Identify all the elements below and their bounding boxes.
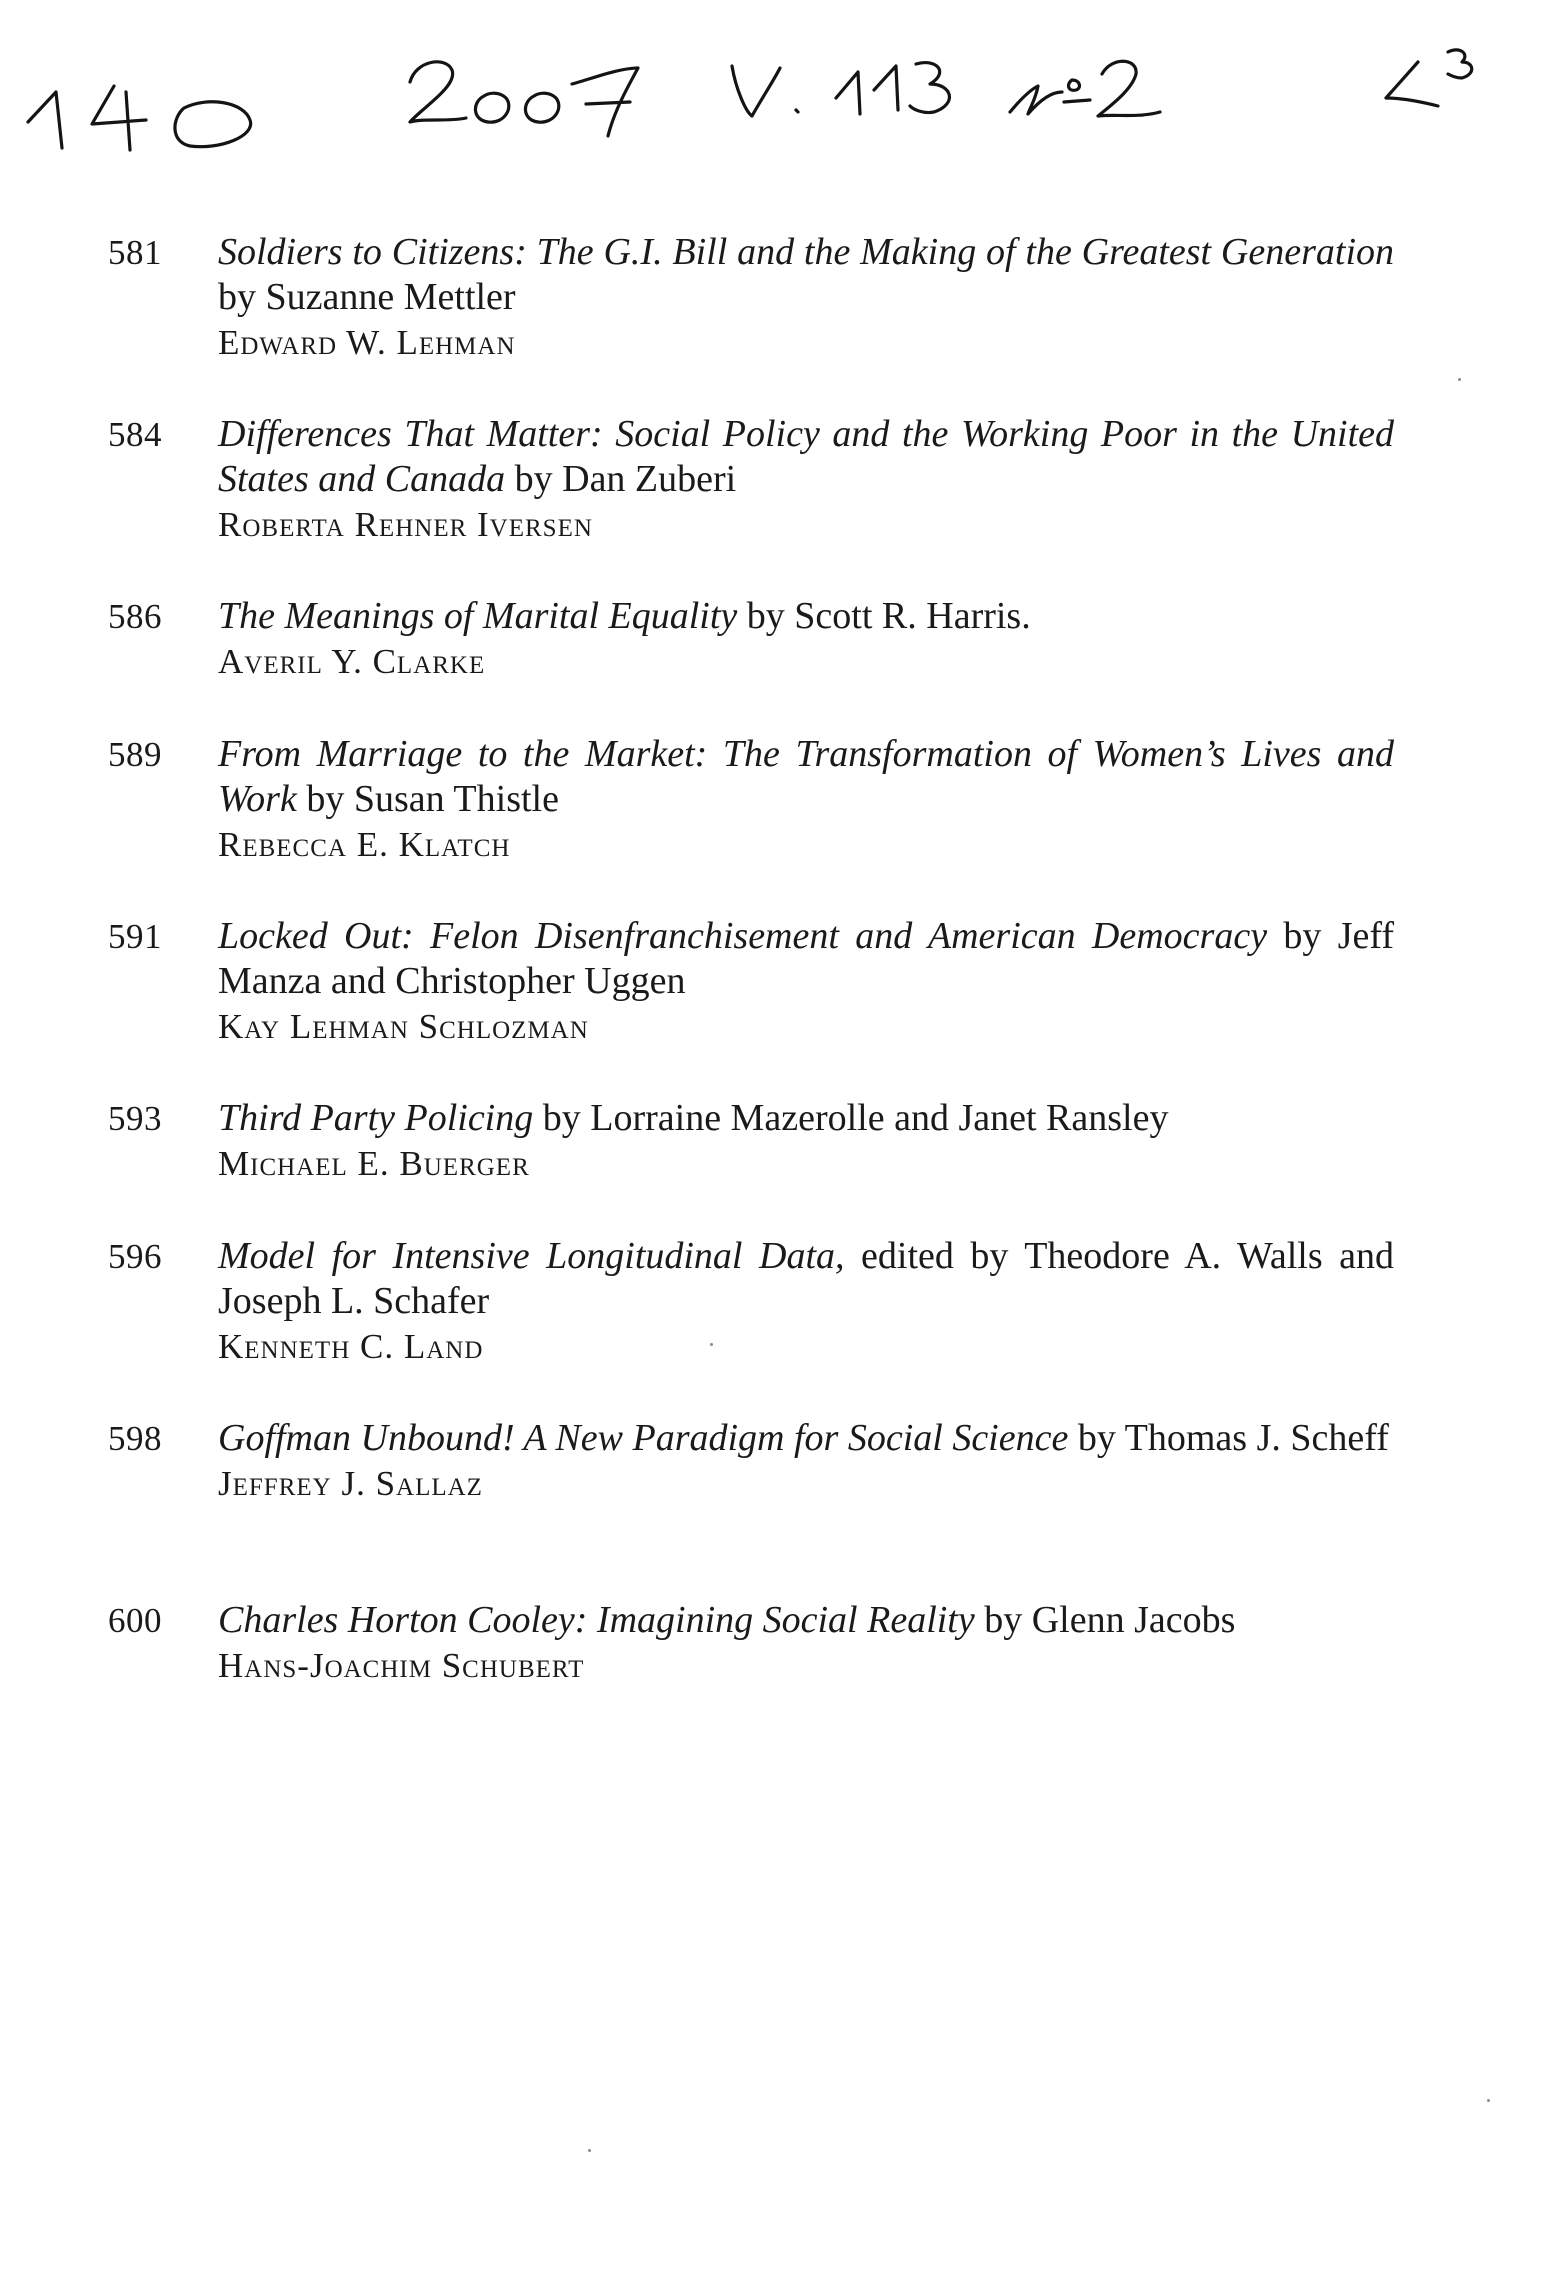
entry-text [218, 732, 1394, 867]
page-number: 593 [108, 1099, 162, 1138]
scan-speck [1487, 2099, 1490, 2102]
page-number: 600 [108, 1601, 162, 1640]
book-author: by Scott R. Harris. [737, 595, 1031, 637]
book-title: Charles Horton Cooley: Imagining Social Reality [218, 1599, 975, 1641]
reviewer-name: Averil Y. Clarke [218, 642, 486, 681]
reviewer-name: Roberta Rehner Iversen [218, 505, 593, 544]
entry-text [218, 594, 1394, 684]
page-number: 581 [108, 233, 162, 272]
book-title: Goffman Unbound! A New Paradigm for Social Science [218, 1417, 1069, 1459]
book-title: Soldiers to Citizens: The G.I. Bill and the Making of the Greatest Generation [218, 231, 1394, 273]
book-author: by Glenn Jacobs [974, 1599, 1236, 1641]
page-number: 584 [108, 415, 162, 454]
entry-text [218, 412, 1394, 547]
book-author: by Jeff Manza and Christopher Uggen [218, 915, 1394, 1002]
handwritten-header [0, 0, 1551, 170]
scan-speck [588, 2149, 591, 2152]
book-title: Differences That Matter: Social Policy and the Working Poor in the United States and Canada [218, 413, 1394, 500]
handwritten-corner-mark [1376, 44, 1486, 124]
reviewer-name: Rebecca E. Klatch [218, 825, 511, 864]
book-title: Third Party Policing [218, 1097, 534, 1139]
book-author: edited by Theodore A. Walls and Joseph L. Schafer [218, 1235, 1394, 1322]
reviewer-name: Kay Lehman Schlozman [218, 1007, 589, 1046]
entry-text [218, 1234, 1394, 1369]
reviewer-name: Kenneth C. Land [218, 1327, 484, 1366]
book-title: Model for Intensive Longitudinal Data, [218, 1235, 845, 1277]
book-author: by Thomas J. Scheff [1068, 1417, 1389, 1459]
reviewer-name: Jeffrey J. Sallaz [218, 1464, 483, 1503]
entry-text [218, 1096, 1394, 1186]
page-number: 598 [108, 1419, 162, 1458]
scan-speck [710, 1343, 713, 1346]
entry-text [218, 1416, 1394, 1506]
handwritten-year [402, 48, 652, 138]
book-author: by Dan Zuberi [505, 458, 737, 500]
reviewer-name: Edward W. Lehman [218, 323, 516, 362]
book-author: by Lorraine Mazerolle and Janet Ransley [533, 1097, 1169, 1139]
page-number: 591 [108, 917, 162, 956]
handwritten-volume-issue [724, 50, 1194, 140]
entry-text [218, 230, 1394, 365]
reviewer-name: Hans-Joachim Schubert [218, 1646, 585, 1685]
handwritten-call-number [22, 62, 262, 152]
book-author: by Suzanne Mettler [218, 276, 516, 318]
page-number: 589 [108, 735, 162, 774]
book-title: The Meanings of Marital Equality [218, 595, 738, 637]
reviewer-name: Michael E. Buerger [218, 1144, 530, 1183]
page-number: 596 [108, 1237, 162, 1276]
scan-speck [1458, 378, 1461, 381]
page-number: 586 [108, 597, 162, 636]
entry-text [218, 1598, 1394, 1688]
book-title: From Marriage to the Market: The Transformation of Women’s Lives and Work [218, 733, 1394, 820]
book-title: Locked Out: Felon Disenfranchisement and American Democracy [218, 915, 1268, 957]
entry-text [218, 914, 1394, 1049]
book-author: by Susan Thistle [296, 778, 559, 820]
